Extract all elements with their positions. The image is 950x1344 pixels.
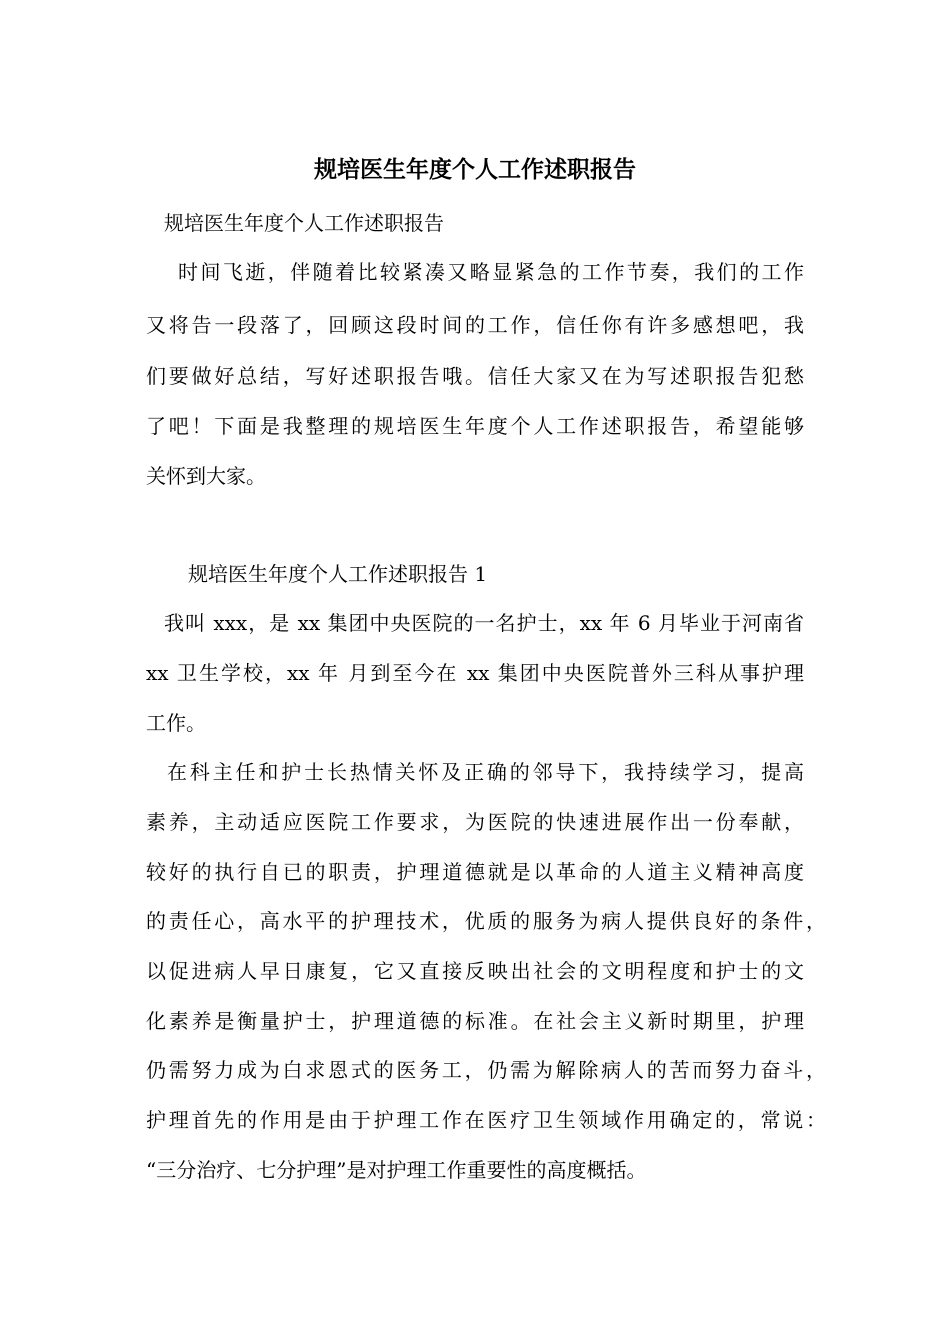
- paragraph-line: 的责任心，高水平的护理技术，优质的服务为病人提供良好的条件，: [146, 909, 826, 933]
- intro-line: 了吧！下面是我整理的规培医生年度个人工作述职报告，希望能够: [146, 414, 804, 438]
- paragraph-line: 我叫 xxx，是 xx 集团中央医院的一名护士，xx 年 6 月毕业于河南省: [164, 611, 804, 635]
- paragraph-line: 以促进病人早日康复，它又直接反映出社会的文明程度和护士的文: [146, 959, 804, 983]
- paragraph-line: 仍需努力成为白求恩式的医务工，仍需为解除病人的苦而努力奋斗，: [146, 1058, 826, 1082]
- paragraph-line: 在科主任和护士长热情关怀及正确的邻导下，我持续学习，提高: [167, 760, 804, 784]
- intro-line: 时间飞逝，伴随着比较紧凑又略显紧急的工作节奏，我们的工作: [178, 260, 804, 284]
- intro-line: 们要做好总结，写好述职报告哦。信任大家又在为写述职报告犯愁: [146, 364, 804, 388]
- paragraph-line: 工作。: [146, 711, 206, 735]
- paragraph-line: 较好的执行自已的职责，护理道德就是以革命的人道主义精神高度: [146, 860, 804, 884]
- intro-line: 关怀到大家。: [146, 464, 266, 488]
- intro-line: 又将告一段落了，回顾这段时间的工作，信任你有许多感想吧，我: [146, 313, 804, 337]
- document-title: 规培医生年度个人工作述职报告: [314, 156, 636, 183]
- paragraph-line: xx 卫生学校，xx 年 月到至今在 xx 集团中央医院普外三科从事护理: [146, 661, 804, 685]
- paragraph-line: 护理首先的作用是由于护理工作在医疗卫生领域作用确定的，常说：: [146, 1108, 826, 1132]
- paragraph-line: “三分治疗、七分护理”是对护理工作重要性的高度概括。: [146, 1158, 647, 1182]
- paragraph-line: 素养，主动适应医院工作要求，为医院的快速进展作出一份奉献，: [146, 810, 804, 834]
- document-subtitle: 规培医生年度个人工作述职报告: [164, 211, 444, 235]
- paragraph-line: 化素养是衡量护士，护理道德的标准。在社会主义新时期里，护理: [146, 1009, 804, 1033]
- section-heading: 规培医生年度个人工作述职报告 1: [188, 562, 488, 586]
